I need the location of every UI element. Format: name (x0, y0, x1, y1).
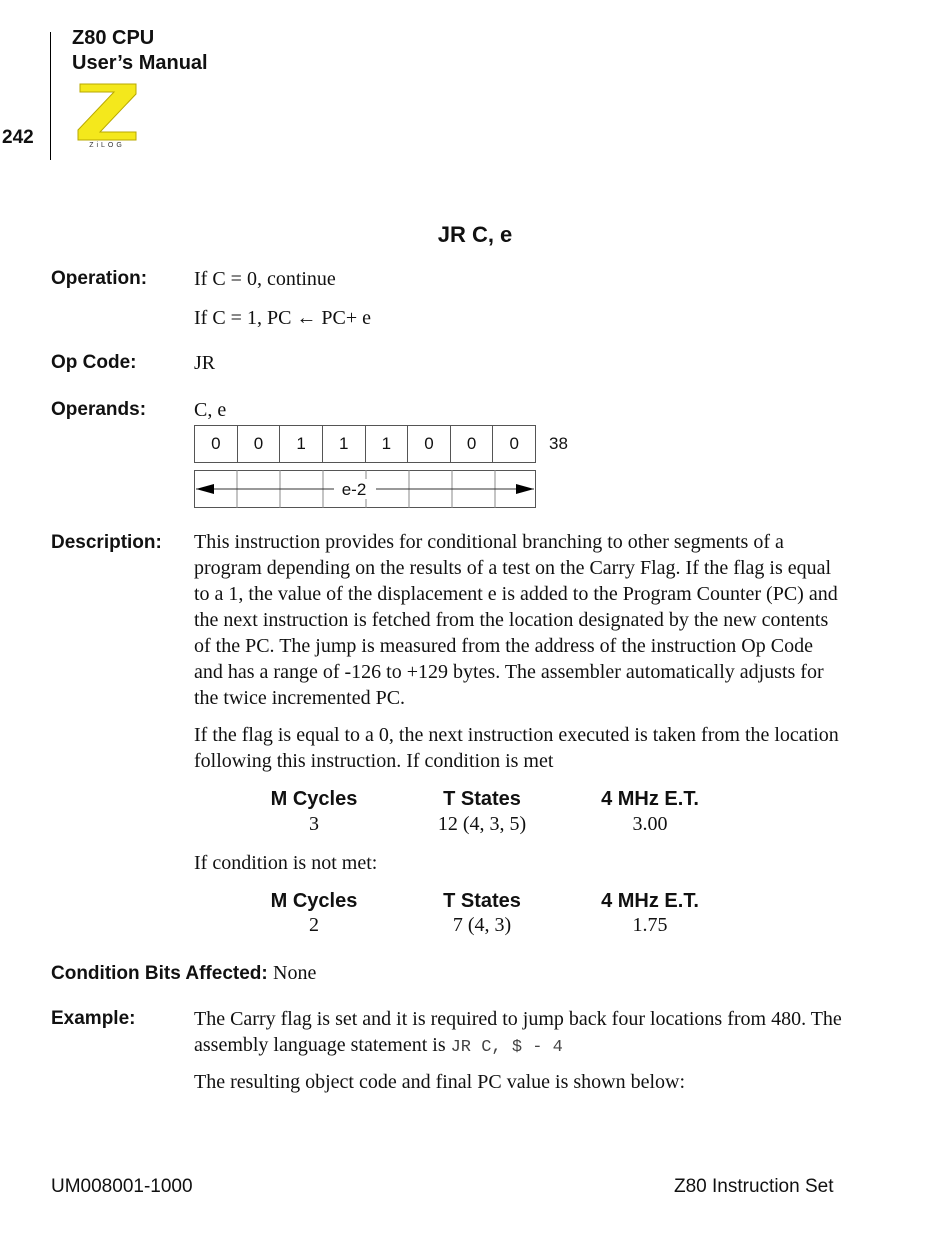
logo-text: ZiLOG (89, 142, 125, 148)
page-number: 242 (2, 127, 34, 148)
description-paragraph1: This instruction provides for conditional branching to other segments of a program depending on the results of a test on the Carry Flag. If the flag is equal to a 1, the value of the displacement e is added to the Program Counter (PC) and the next instruction is fetched from the location designated by the new contents of the PC. The jump is measured from the address of the instruction Op Code and has a range of -126 to +129 bytes. The assembler automatically adjusts for the twice incremented PC. (194, 531, 838, 709)
opcode-bit-field (194, 425, 536, 463)
condition-bits-row (51, 962, 316, 985)
condition-bits-label: Condition Bits Affected: (51, 963, 268, 984)
example-code: JR C, $ - 4 (450, 1038, 563, 1057)
timing-notmet-mcycles: 2 (309, 914, 319, 936)
displacement-label: e-2 (341, 480, 367, 499)
timing-header-mcycles: M Cycles (270, 890, 358, 912)
bit-cell: 0 (238, 426, 281, 462)
bit-cell: 0 (195, 426, 238, 462)
manual-title-line1: Z80 CPU (72, 27, 155, 49)
timing-met-tstates: 12 (4, 3, 5) (437, 813, 527, 835)
manual-title (72, 26, 208, 76)
timing-notmet-et: 1.75 (632, 914, 668, 936)
example-label: Example: (51, 1008, 136, 1029)
manual-title-line2: User’s Manual (72, 52, 208, 74)
operation-label: Operation: (51, 268, 148, 289)
operands-label: Operands: (51, 399, 147, 420)
zilog-logo (74, 80, 140, 148)
header-divider (50, 32, 51, 160)
example-paragraph (194, 1006, 844, 1061)
opcode-value: JR (194, 352, 216, 374)
timing-header-tstates: T States (443, 788, 521, 810)
description-paragraph2: If the flag is equal to a 0, the next instruction executed is taken from the location following this instruction. If condition is met (194, 724, 839, 772)
operands-value: C, e (194, 399, 227, 421)
bit-cell: 1 (280, 426, 323, 462)
not-met-text: If condition is not met: (194, 852, 378, 874)
displacement-field (194, 470, 536, 508)
condition-bits-value: None (273, 962, 317, 984)
timing-met-mcycles: 3 (309, 813, 319, 835)
footer-section: Z80 Instruction Set (674, 1176, 834, 1197)
timing-notmet-tstates: 7 (4, 3) (452, 914, 512, 936)
timing-header-mcycles: M Cycles (270, 788, 358, 810)
bit-cell: 0 (509, 434, 519, 453)
timing-header-et: 4 MHz E.T. (601, 788, 699, 810)
timing-header-et: 4 MHz E.T. (601, 890, 699, 912)
arrow-right-icon (516, 484, 534, 494)
timing-met-et: 3.00 (632, 813, 668, 835)
bit-cell: 0 (408, 426, 451, 462)
description-label: Description: (51, 532, 162, 553)
instruction-title: JR C, e (437, 222, 513, 247)
operation-line2: If C = 1, PC ← PC+ e (194, 307, 372, 329)
arrow-left-icon (196, 484, 214, 494)
bit-cell: 1 (323, 426, 366, 462)
bit-cell: 1 (366, 426, 409, 462)
timing-header-tstates: T States (443, 890, 521, 912)
opcode-label: Op Code: (51, 352, 137, 373)
bit-cell: 0 (451, 426, 494, 462)
example-line2: The resulting object code and final PC value is shown below: (194, 1071, 686, 1093)
example-text: The Carry flag is set and it is required to jump back four locations from 480. The assembly language statement is (194, 1008, 842, 1056)
footer-doc-number: UM008001-1000 (51, 1176, 193, 1197)
hex-opcode: 38 (549, 434, 568, 453)
operation-line1: If C = 0, continue (194, 268, 336, 290)
